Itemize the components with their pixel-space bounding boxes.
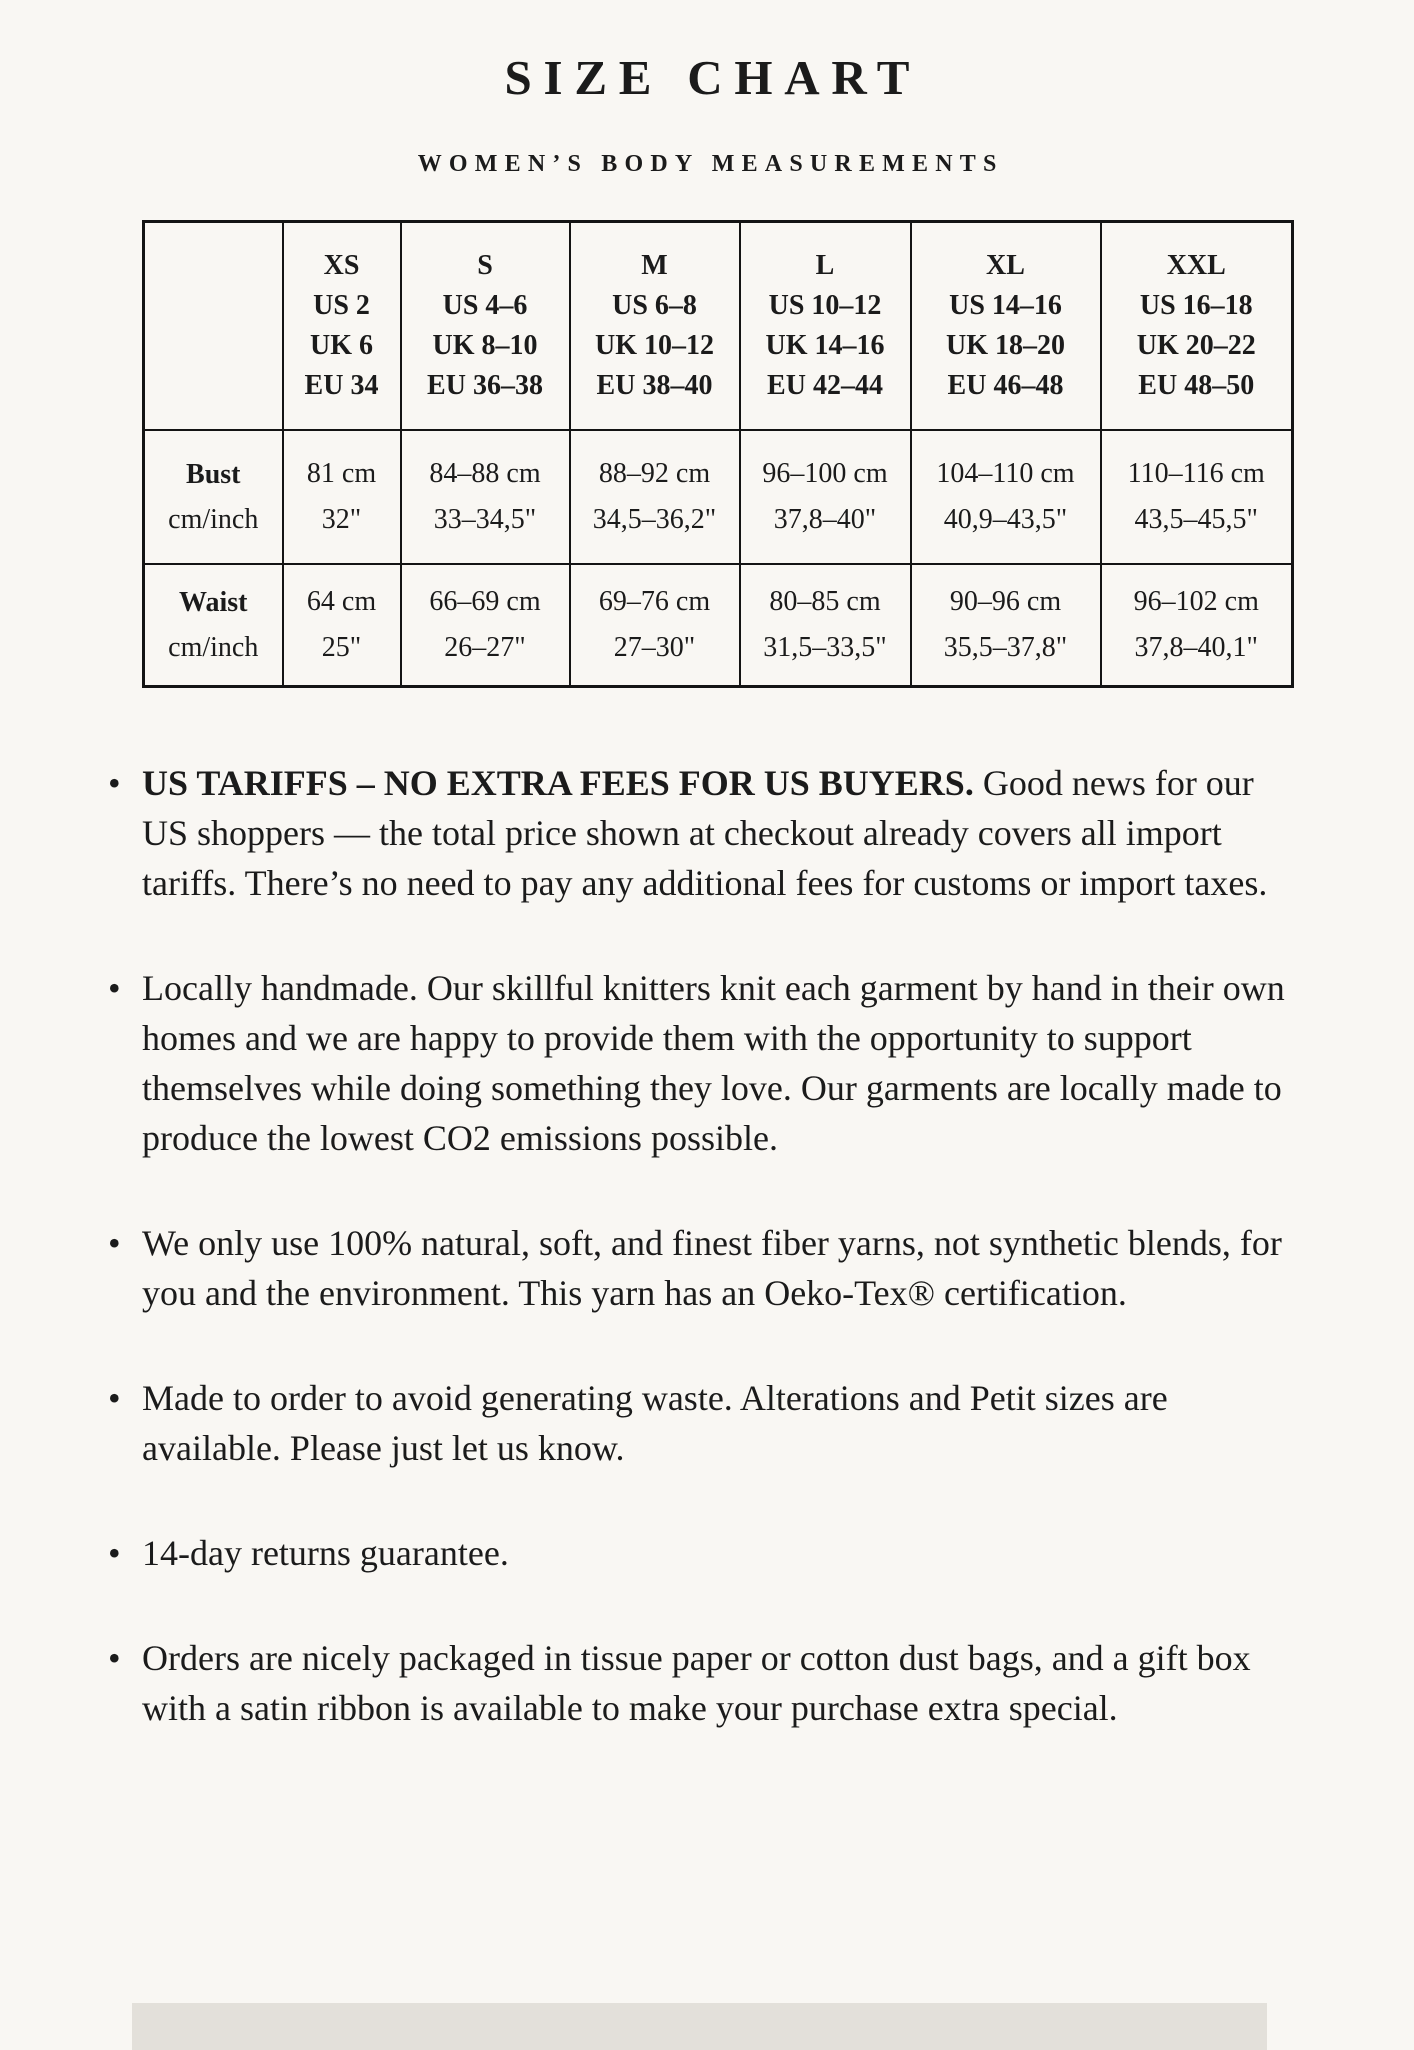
product-info-list: [142, 758, 1292, 1733]
size-col-header-s: [401, 222, 570, 431]
list-item-text: Locally handmade. Our skillful knitters knit each garment by hand in their own homes and we are happy to provide them with the opportunity to support themselves while doing something they love. Our garments are locally made to produce the lowest CO2 emissions possible.: [142, 968, 1285, 1159]
waist-cell-l: [740, 564, 911, 687]
row-header-waist: [144, 564, 283, 687]
bust-cm: 96–100 cm: [762, 458, 888, 490]
waist-cell-xl: [911, 564, 1101, 687]
list-item-natural-yarns: [142, 1218, 1292, 1318]
bust-cm: 110–116 cm: [1127, 458, 1265, 490]
eu-size: EU 38–40: [596, 370, 713, 402]
us-size: US 10–12: [768, 290, 882, 322]
eu-size: EU 48–50: [1138, 370, 1255, 402]
waist-cell-xs: [283, 564, 401, 687]
size-col-header-xl: [911, 222, 1101, 431]
bust-inch: 34,5–36,2": [592, 504, 717, 536]
list-item-returns: [142, 1528, 1292, 1578]
corner-cell: [144, 222, 283, 431]
uk-size: UK 8–10: [432, 330, 538, 362]
list-item-us-tariffs: [142, 758, 1292, 908]
row-label: Bust: [186, 459, 241, 491]
bust-inch: 33–34,5": [433, 504, 537, 536]
row-header-bust: [144, 430, 283, 564]
waist-cell-s: [401, 564, 570, 687]
waist-cm: 80–85 cm: [769, 586, 881, 618]
size-label: XL: [986, 250, 1025, 282]
bust-cm: 84–88 cm: [429, 458, 541, 490]
size-chart-table: [142, 220, 1294, 688]
eu-size: EU 36–38: [427, 370, 543, 402]
bust-cell-m: [570, 430, 740, 564]
bust-cell-s: [401, 430, 570, 564]
waist-cm: 66–69 cm: [429, 586, 541, 618]
size-col-header-m: [570, 222, 740, 431]
waist-inch: 25": [321, 632, 362, 664]
list-item-text: We only use 100% natural, soft, and finest fiber yarns, not synthetic blends, for you and the environment. This yarn has an Oeko-Tex® certification.: [142, 1223, 1282, 1314]
bottom-image-strip: [132, 2003, 1267, 2050]
us-size: US 4–6: [442, 290, 528, 322]
waist-inch: 31,5–33,5": [763, 632, 887, 664]
row-label: Waist: [179, 587, 248, 619]
bust-inch: 43,5–45,5": [1134, 504, 1258, 536]
size-col-header-xs: [283, 222, 401, 431]
list-item-text: Good news for our US shoppers — the total price shown at checkout already covers all import tariffs. There’s no need to pay any additional fees for customs or import taxes.: [142, 763, 1268, 904]
size-label: M: [641, 250, 668, 282]
list-item-locally-handmade: [142, 963, 1292, 1163]
waist-inch: 26–27": [444, 632, 526, 664]
page-title: SIZE CHART: [504, 50, 922, 105]
eu-size: EU 34: [304, 370, 379, 402]
table-header-row: [144, 222, 1293, 431]
bust-cell-xs: [283, 430, 401, 564]
uk-size: UK 10–12: [595, 330, 714, 362]
waist-cell-m: [570, 564, 740, 687]
uk-size: UK 20–22: [1136, 330, 1256, 362]
list-item-text: Orders are nicely packaged in tissue paper or cotton dust bags, and a gift box with a satin ribbon is available to make your purchase extra special.: [142, 1638, 1251, 1729]
list-item-text: Made to order to avoid generating waste. Alterations and Petit sizes are available. Please just let us know.: [142, 1378, 1168, 1469]
size-label: XS: [323, 250, 360, 282]
bust-cell-xl: [911, 430, 1101, 564]
bust-cell-l: [740, 430, 911, 564]
waist-cell-xxl: [1101, 564, 1293, 687]
bust-inch: 32": [321, 504, 362, 536]
us-size: US 6–8: [612, 290, 697, 322]
bust-cm: 81 cm: [306, 458, 377, 490]
waist-inch: 27–30": [613, 632, 696, 664]
list-item-made-to-order: [142, 1373, 1292, 1473]
bust-cell-xxl: [1101, 430, 1293, 564]
bust-inch: 37,8–40": [773, 504, 877, 536]
uk-size: UK 6: [310, 330, 373, 362]
size-label: L: [815, 250, 835, 282]
size-col-header-l: [740, 222, 911, 431]
bust-inch: 40,9–43,5": [943, 504, 1068, 536]
bust-cm: 88–92 cm: [598, 458, 711, 490]
waist-cm: 64 cm: [306, 586, 377, 618]
waist-cm: 96–102 cm: [1133, 586, 1259, 618]
us-size: US 2: [313, 290, 370, 322]
eu-size: EU 46–48: [947, 370, 1064, 402]
us-size: US 16–18: [1139, 290, 1253, 322]
row-unit: cm/inch: [168, 504, 259, 536]
waist-cm: 90–96 cm: [949, 586, 1062, 618]
waist-row: [144, 564, 1293, 687]
page-subtitle: WOMEN’S BODY MEASUREMENTS: [417, 151, 1004, 178]
list-item-packaging: [142, 1633, 1292, 1733]
uk-size: UK 14–16: [765, 330, 885, 362]
us-size: US 14–16: [949, 290, 1062, 322]
list-item-lead: US TARIFFS – NO EXTRA FEES FOR US BUYERS.: [142, 763, 974, 804]
size-label: S: [477, 250, 493, 282]
size-col-header-xxl: [1101, 222, 1293, 431]
waist-inch: 35,5–37,8": [943, 632, 1068, 664]
bust-cm: 104–110 cm: [936, 458, 1075, 490]
waist-inch: 37,8–40,1": [1134, 632, 1258, 664]
waist-cm: 69–76 cm: [598, 586, 711, 618]
size-label: XXL: [1166, 250, 1226, 282]
bust-row: [144, 430, 1293, 564]
row-unit: cm/inch: [168, 632, 259, 664]
uk-size: UK 18–20: [946, 330, 1065, 362]
list-item-text: 14-day returns guarantee.: [142, 1533, 509, 1574]
eu-size: EU 42–44: [767, 370, 883, 402]
